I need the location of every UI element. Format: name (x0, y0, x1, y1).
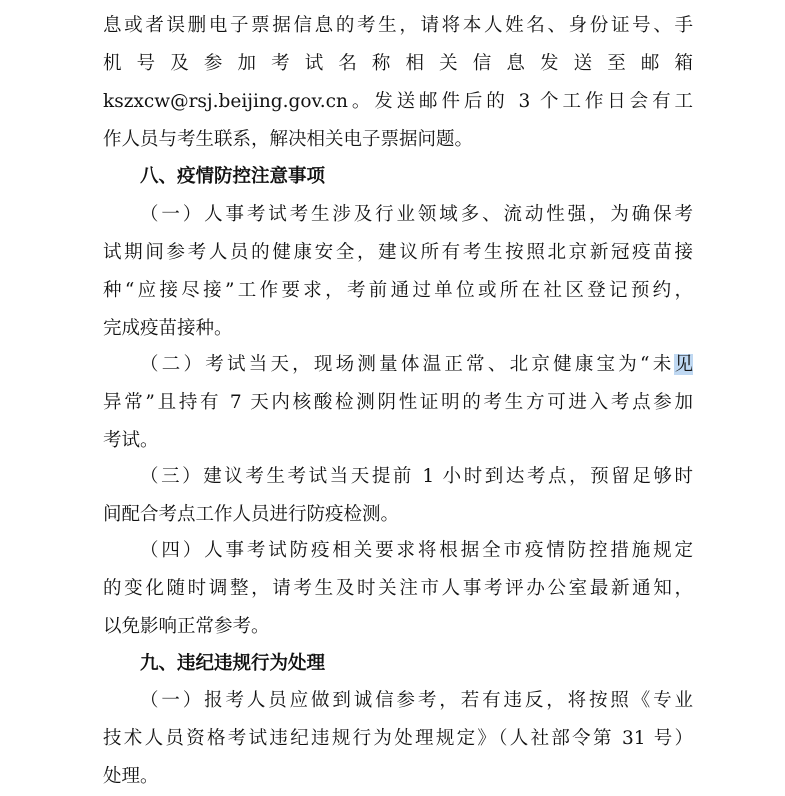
text-line: 异常”且持有 7 天内核酸检测阴性证明的考生方可进入考点参加 (103, 392, 693, 413)
text-line: （四）人事考试防疫相关要求将根据全市疫情防控措施规定 (140, 540, 693, 561)
text-line: （三）建议考生考试当天提前 1 小时到达考点，预留足够时 (140, 466, 693, 487)
text-line: 的变化随时调整，请考生及时关注市人事考评办公室最新通知， (103, 578, 693, 599)
text-line: （一）人事考试考生涉及行业领域多、流动性强，为确保考 (140, 204, 693, 225)
text-line: 试期间参考人员的健康安全，建议所有考生按照北京新冠疫苗接 (103, 242, 693, 263)
text-line: 处理。 (103, 766, 159, 787)
text-line: kszxcw@rsj.beijing.gov.cn。发送邮件后的 3 个工作日会有工 (103, 91, 693, 112)
section-heading-8: 八、疫情防控注意事项 (140, 166, 326, 187)
text-line: 间配合考点工作人员进行防疫检测。 (103, 504, 400, 525)
text-line: 技术人员资格考试违纪违规行为处理规定》（人社部令第 31 号） (103, 728, 693, 749)
text-line (140, 346, 693, 384)
text-line: 完成疫苗接种。 (103, 318, 233, 339)
text-segment: （二）考试当天，现场测量体温正常、北京健康宝为“未 (140, 354, 675, 375)
text-line: 机号及参加考试名称相关信息发送至邮箱 (103, 53, 693, 74)
text-line: 作人员与考生联系，解决相关电子票据问题。 (103, 129, 474, 150)
selected-text-highlight[interactable]: 见 (674, 354, 693, 375)
text-line: 息或者误删电子票据信息的考生，请将本人姓名、身份证号、手 (103, 15, 693, 36)
text-line: 考试。 (103, 430, 159, 451)
text-line: 种“应接尽接”工作要求，考前通过单位或所在社区登记预约， (103, 280, 693, 301)
text-line: 以免影响正常参考。 (103, 616, 270, 637)
section-heading-9: 九、违纪违规行为处理 (140, 653, 326, 674)
text-line: （一）报考人员应做到诚信参考，若有违反，将按照《专业 (140, 690, 693, 711)
